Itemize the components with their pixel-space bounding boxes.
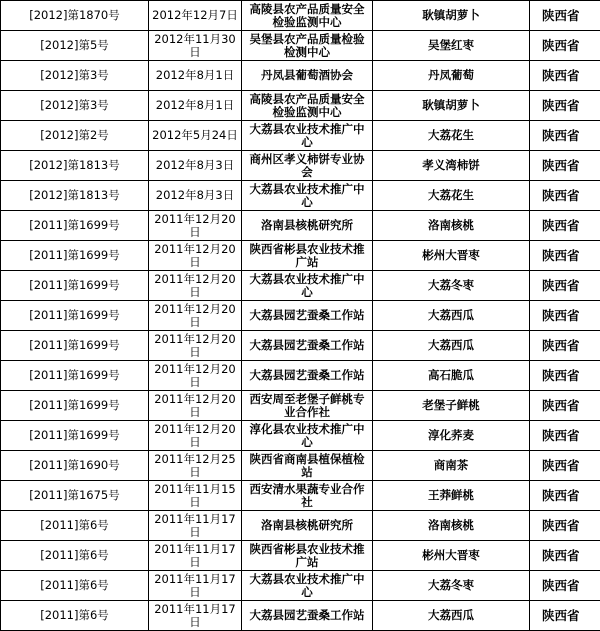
announcement-number-cell: [2011]第1699号 xyxy=(1,361,149,391)
province-cell: 陕西省 xyxy=(530,421,600,451)
product-cell: 大荔西瓜 xyxy=(373,301,530,331)
organization-cell: 淳化县农业技术推广中心 xyxy=(242,421,373,451)
organization-cell: 大荔县园艺蚕桑工作站 xyxy=(242,301,373,331)
date-cell: 2012年8月1日 xyxy=(149,91,242,121)
announcement-number-cell: [2011]第1675号 xyxy=(1,481,149,511)
product-cell: 商南茶 xyxy=(373,451,530,481)
organization-cell: 大荔县园艺蚕桑工作站 xyxy=(242,331,373,361)
province-cell: 陕西省 xyxy=(530,211,600,241)
organization-cell: 大荔县农业技术推广中心 xyxy=(242,181,373,211)
table-row xyxy=(1,271,600,301)
table-row xyxy=(1,301,600,331)
province-cell: 陕西省 xyxy=(530,451,600,481)
province-cell: 陕西省 xyxy=(530,301,600,331)
province-cell: 陕西省 xyxy=(530,571,600,601)
table-row xyxy=(1,1,600,31)
organization-cell: 高陵县农产品质量安全检验监测中心 xyxy=(242,91,373,121)
product-cell: 老堡子鲜桃 xyxy=(373,391,530,421)
date-cell: 2011年12月20日 xyxy=(149,241,242,271)
province-cell: 陕西省 xyxy=(530,331,600,361)
table-row xyxy=(1,121,600,151)
date-cell: 2012年11月30日 xyxy=(149,31,242,61)
organization-cell: 高陵县农产品质量安全检验监测中心 xyxy=(242,1,373,31)
province-cell: 陕西省 xyxy=(530,241,600,271)
province-cell: 陕西省 xyxy=(530,151,600,181)
announcement-number-cell: [2011]第6号 xyxy=(1,601,149,631)
table-row xyxy=(1,91,600,121)
date-cell: 2011年12月20日 xyxy=(149,391,242,421)
date-cell: 2012年8月1日 xyxy=(149,61,242,91)
organization-cell: 洛南县核桃研究所 xyxy=(242,511,373,541)
organization-cell: 大荔县农业技术推广中心 xyxy=(242,271,373,301)
table-row xyxy=(1,331,600,361)
date-cell: 2012年5月24日 xyxy=(149,121,242,151)
table-row xyxy=(1,181,600,211)
organization-cell: 丹凤县葡萄酒协会 xyxy=(242,61,373,91)
announcement-number-cell: [2012]第3号 xyxy=(1,91,149,121)
date-cell: 2011年12月20日 xyxy=(149,421,242,451)
organization-cell: 吴堡县农产品质量检验检测中心 xyxy=(242,31,373,61)
date-cell: 2011年12月20日 xyxy=(149,361,242,391)
organization-cell: 商州区孝义柿饼专业协会 xyxy=(242,151,373,181)
product-cell: 大荔冬枣 xyxy=(373,271,530,301)
province-cell: 陕西省 xyxy=(530,511,600,541)
province-cell: 陕西省 xyxy=(530,391,600,421)
organization-cell: 大荔县园艺蚕桑工作站 xyxy=(242,601,373,631)
table-row xyxy=(1,211,600,241)
organization-cell: 大荔县农业技术推广中心 xyxy=(242,121,373,151)
announcement-number-cell: [2012]第3号 xyxy=(1,61,149,91)
date-cell: 2011年12月20日 xyxy=(149,271,242,301)
province-cell: 陕西省 xyxy=(530,601,600,631)
product-cell: 耿镇胡萝卜 xyxy=(373,1,530,31)
table-row xyxy=(1,571,600,601)
province-cell: 陕西省 xyxy=(530,361,600,391)
province-cell: 陕西省 xyxy=(530,541,600,571)
product-cell: 孝义湾柿饼 xyxy=(373,151,530,181)
product-cell: 耿镇胡萝卜 xyxy=(373,91,530,121)
announcement-number-cell: [2011]第1690号 xyxy=(1,451,149,481)
announcement-number-cell: [2011]第1699号 xyxy=(1,301,149,331)
organization-cell: 大荔县农业技术推广中心 xyxy=(242,571,373,601)
province-cell: 陕西省 xyxy=(530,181,600,211)
organization-cell: 陕西省商南县植保植检站 xyxy=(242,451,373,481)
announcement-number-cell: [2011]第6号 xyxy=(1,541,149,571)
organization-cell: 西安清水果蔬专业合作社 xyxy=(242,481,373,511)
date-cell: 2011年12月25日 xyxy=(149,451,242,481)
date-cell: 2012年8月3日 xyxy=(149,181,242,211)
table-row xyxy=(1,601,600,631)
announcement-number-cell: [2011]第1699号 xyxy=(1,241,149,271)
organization-cell: 西安周至老堡子鲜桃专业合作社 xyxy=(242,391,373,421)
organization-cell: 大荔县园艺蚕桑工作站 xyxy=(242,361,373,391)
product-cell: 王莽鲜桃 xyxy=(373,481,530,511)
date-cell: 2011年11月17日 xyxy=(149,541,242,571)
table-row xyxy=(1,31,600,61)
product-cell: 大荔西瓜 xyxy=(373,601,530,631)
organization-cell: 洛南县核桃研究所 xyxy=(242,211,373,241)
product-cell: 大荔冬枣 xyxy=(373,571,530,601)
announcement-number-cell: [2011]第6号 xyxy=(1,511,149,541)
date-cell: 2011年12月20日 xyxy=(149,211,242,241)
table-row xyxy=(1,391,600,421)
date-cell: 2011年11月17日 xyxy=(149,571,242,601)
table-row xyxy=(1,151,600,181)
date-cell: 2011年11月17日 xyxy=(149,511,242,541)
table-row xyxy=(1,61,600,91)
date-cell: 2011年12月20日 xyxy=(149,331,242,361)
product-cell: 丹凤葡萄 xyxy=(373,61,530,91)
product-cell: 彬州大晋枣 xyxy=(373,241,530,271)
announcement-number-cell: [2011]第1699号 xyxy=(1,331,149,361)
product-cell: 大荔西瓜 xyxy=(373,331,530,361)
announcement-number-cell: [2011]第1699号 xyxy=(1,211,149,241)
organization-cell: 陕西省彬县农业技术推广站 xyxy=(242,541,373,571)
table-row xyxy=(1,541,600,571)
province-cell: 陕西省 xyxy=(530,31,600,61)
registry-table-body xyxy=(1,1,600,631)
announcement-number-cell: [2012]第2号 xyxy=(1,121,149,151)
product-cell: 洛南核桃 xyxy=(373,211,530,241)
date-cell: 2012年12月7日 xyxy=(149,1,242,31)
product-cell: 彬州大晋枣 xyxy=(373,541,530,571)
announcement-number-cell: [2012]第1813号 xyxy=(1,151,149,181)
table-row xyxy=(1,361,600,391)
date-cell: 2011年11月17日 xyxy=(149,601,242,631)
date-cell: 2012年8月3日 xyxy=(149,151,242,181)
province-cell: 陕西省 xyxy=(530,1,600,31)
province-cell: 陕西省 xyxy=(530,61,600,91)
province-cell: 陕西省 xyxy=(530,91,600,121)
table-row xyxy=(1,421,600,451)
date-cell: 2011年12月20日 xyxy=(149,301,242,331)
product-cell: 大荔花生 xyxy=(373,121,530,151)
province-cell: 陕西省 xyxy=(530,121,600,151)
announcement-number-cell: [2011]第6号 xyxy=(1,571,149,601)
table-row xyxy=(1,481,600,511)
province-cell: 陕西省 xyxy=(530,271,600,301)
table-row xyxy=(1,241,600,271)
province-cell: 陕西省 xyxy=(530,481,600,511)
announcement-number-cell: [2012]第1813号 xyxy=(1,181,149,211)
product-cell: 吴堡红枣 xyxy=(373,31,530,61)
organization-cell: 陕西省彬县农业技术推广站 xyxy=(242,241,373,271)
product-cell: 大荔花生 xyxy=(373,181,530,211)
announcement-number-cell: [2011]第1699号 xyxy=(1,271,149,301)
announcement-number-cell: [2012]第1870号 xyxy=(1,1,149,31)
table-row xyxy=(1,511,600,541)
product-cell: 淳化荞麦 xyxy=(373,421,530,451)
product-cell: 洛南核桃 xyxy=(373,511,530,541)
announcement-number-cell: [2011]第1699号 xyxy=(1,391,149,421)
announcement-number-cell: [2012]第5号 xyxy=(1,31,149,61)
date-cell: 2011年11月15日 xyxy=(149,481,242,511)
product-cell: 高石脆瓜 xyxy=(373,361,530,391)
announcement-number-cell: [2011]第1699号 xyxy=(1,421,149,451)
table-row xyxy=(1,451,600,481)
